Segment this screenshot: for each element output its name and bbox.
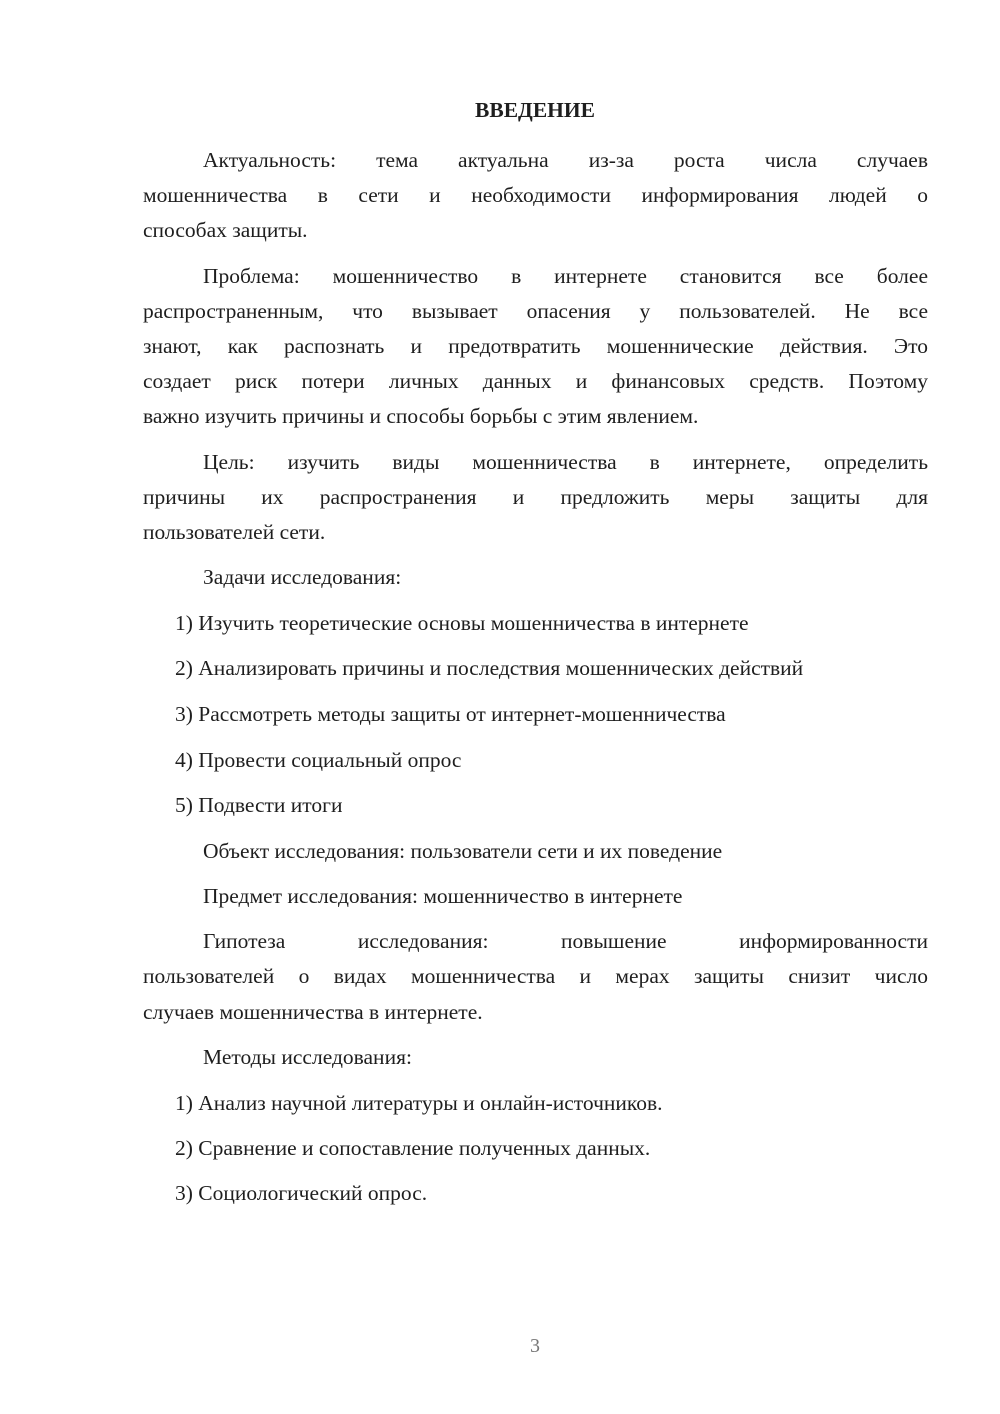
research-subject: Предмет исследования: мошенничество в интернете (203, 884, 683, 908)
problem-line: важно изучить причины и способы борьбы с этим явлением. (143, 404, 699, 428)
problem-line: распространенным, что вызывает опасения у пользователей. Не все (143, 299, 928, 323)
hypothesis-line: случаев мошенничества в интернете. (143, 1000, 483, 1024)
goal-line: причины их распространения и предложить меры защиты для (143, 485, 928, 509)
task-item: 1) Изучить теоретические основы мошенничества в интернете (175, 611, 749, 635)
page-number: 3 (530, 1335, 540, 1357)
problem-line: Проблема: мошенничество в интернете становится все более (203, 264, 928, 288)
research-object: Объект исследования: пользователи сети и их поведение (203, 839, 723, 863)
tasks-heading: Задачи исследования: (203, 565, 402, 589)
hypothesis-line: Гипотеза исследования: повышение информированности (203, 929, 928, 953)
relevance-line: мошенничества в сети и необходимости информирования людей о (143, 183, 928, 207)
goal-line: Цель: изучить виды мошенничества в интернете, определить (203, 450, 928, 474)
method-item: 1) Анализ научной литературы и онлайн-источников. (175, 1091, 663, 1115)
relevance-line: способах защиты. (143, 218, 308, 242)
problem-line: знают, как распознать и предотвратить мошеннические действия. Это (143, 334, 928, 358)
problem-line: создает риск потери личных данных и финансовых средств. Поэтому (143, 369, 928, 393)
method-item: 3) Социологический опрос. (175, 1181, 428, 1205)
page-title: ВВЕДЕНИЕ (475, 98, 595, 122)
task-item: 4) Провести социальный опрос (175, 748, 462, 772)
methods-heading: Методы исследования: (203, 1045, 412, 1069)
method-item: 2) Сравнение и сопоставление полученных данных. (175, 1136, 651, 1160)
hypothesis-line: пользователей о видах мошенничества и мерах защиты снизит число (143, 964, 928, 988)
task-item: 2) Анализировать причины и последствия мошеннических действий (175, 656, 804, 680)
task-item: 3) Рассмотреть методы защиты от интернет-мошенничества (175, 702, 726, 726)
relevance-line: Актуальность: тема актуальна из-за роста числа случаев (203, 148, 928, 172)
task-item: 5) Подвести итоги (175, 793, 343, 817)
goal-line: пользователей сети. (143, 520, 326, 544)
